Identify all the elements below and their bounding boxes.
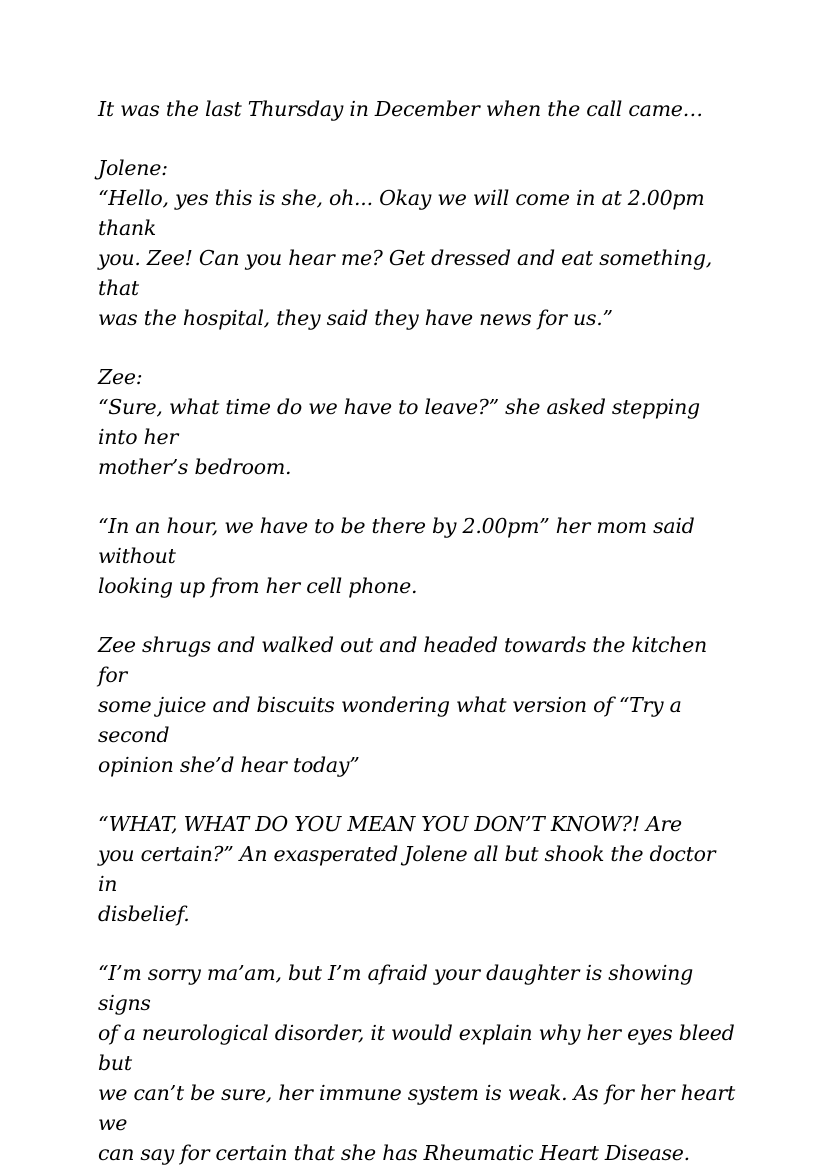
text-line: you certain?” An exasperated Jolene all but shook the doctor in	[98, 842, 716, 896]
text-line: you. Zee! Can you hear me? Get dressed and eat something, that	[98, 246, 712, 300]
paragraph-opening	[98, 94, 738, 124]
text-line: some juice and biscuits wondering what version of “Try a second	[98, 693, 682, 747]
speaker-label: Zee:	[98, 365, 143, 389]
text-line: “Hello, yes this is she, oh... Okay we will come in at 2.00pm thank	[98, 186, 705, 240]
text-line: opinion she’d hear today”	[98, 753, 360, 777]
text-line: we can’t be sure, her immune system is weak. As for her heart we	[98, 1081, 735, 1135]
text-line: looking up from her cell phone.	[98, 574, 418, 598]
text-line: of a neurological disorder, it would explain why her eyes bleed but	[98, 1021, 735, 1075]
text-line: “Sure, what time do we have to leave?” she asked stepping into her	[98, 395, 700, 449]
text-line: “WHAT, WHAT DO YOU MEAN YOU DON’T KNOW?! Are	[98, 812, 682, 836]
paragraph-mom-answer	[98, 511, 738, 601]
text-line: “In an hour, we have to be there by 2.00pm” her mom said without	[98, 514, 695, 568]
story-text	[98, 94, 738, 1168]
paragraph-doctor-diagnosis	[98, 958, 738, 1168]
paragraph-jolene-exasperated	[98, 809, 738, 929]
text-line: Zee shrugs and walked out and headed towards the kitchen for	[98, 633, 707, 687]
text-line: mother’s bedroom.	[98, 455, 292, 479]
text-line: was the hospital, they said they have news for us.”	[98, 306, 613, 330]
text-line: It was the last Thursday in December when the call came…	[98, 97, 703, 121]
paragraph-zee-reply	[98, 362, 738, 482]
paragraph-jolene-call	[98, 153, 738, 333]
text-line: “I’m sorry ma’am, but I’m afraid your daughter is showing signs	[98, 961, 693, 1015]
speaker-label: Jolene:	[98, 156, 168, 180]
text-line: disbelief.	[98, 902, 190, 926]
paragraph-zee-kitchen	[98, 630, 738, 780]
text-line: can say for certain that she has Rheumatic Heart Disease.	[98, 1141, 690, 1165]
